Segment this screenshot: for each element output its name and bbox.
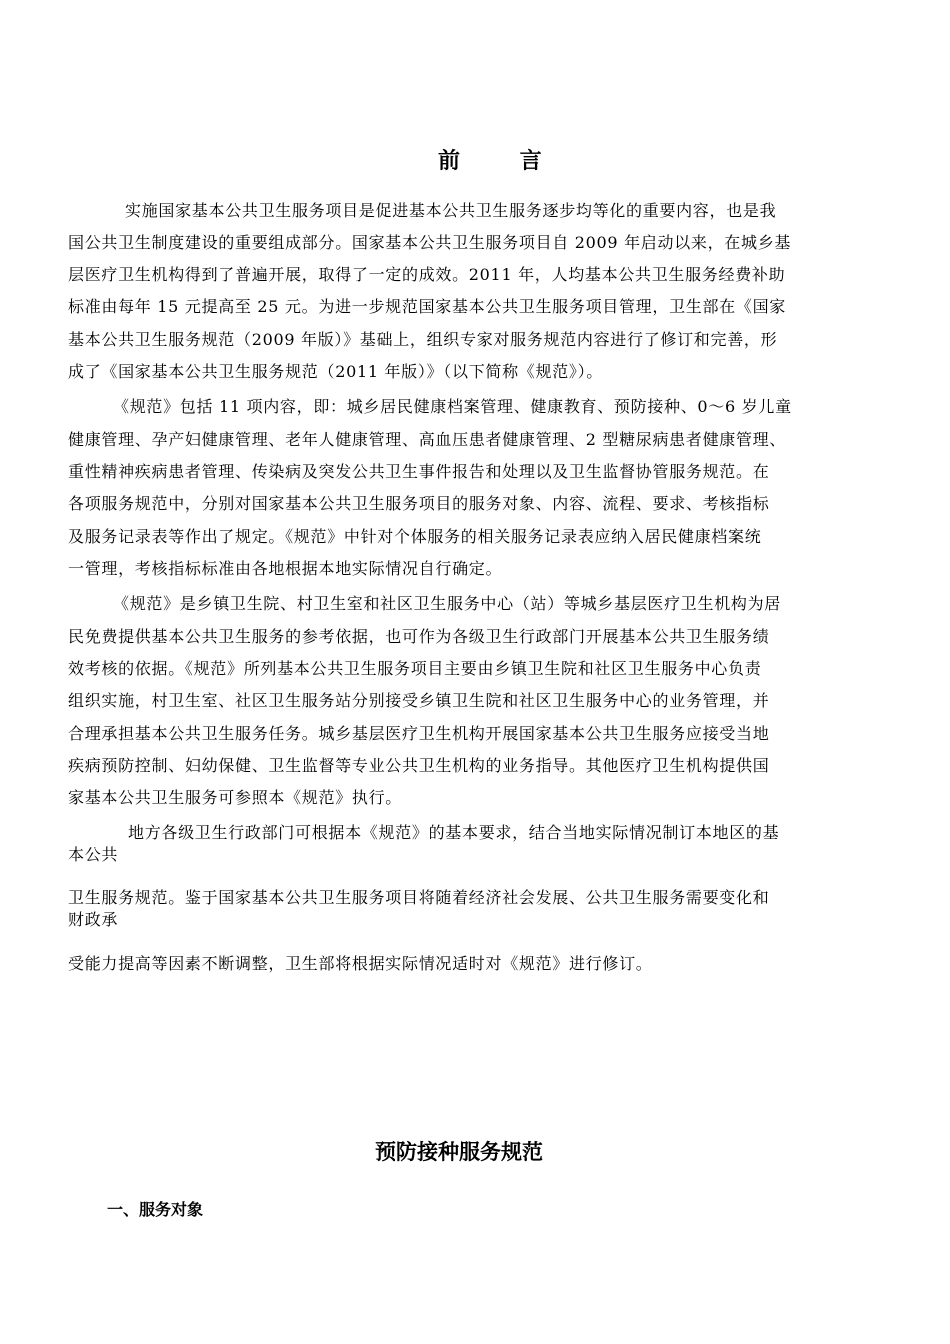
body-line: 重性精神疾病患者管理、传染病及突发公共卫生事件报告和处理以及卫生监督协管服务规范。在 (68, 462, 770, 481)
body-line: 一管理，考核指标标准由各地根据本地实际情况自行确定。 (68, 559, 503, 578)
body-line: 本公共 (68, 845, 119, 864)
body-line: 成了《国家基本公共卫生服务规范（2011 年版）》（以下简称《规范》）。 (68, 362, 604, 381)
body-line: 卫生服务规范。鉴于国家基本公共卫生服务项目将随着经济社会发展、公共卫生服务需要变化和 (68, 888, 770, 907)
body-line: 合理承担基本公共卫生服务任务。城乡基层医疗卫生机构开展国家基本公共卫生服务应接受当地 (68, 724, 770, 743)
body-line: 《规范》是乡镇卫生院、村卫生室和社区卫生服务中心（站）等城乡基层医疗卫生机构为居 (113, 594, 782, 613)
body-line: 层医疗卫生机构得到了普遍开展，取得了一定的成效。2011 年，人均基本公共卫生服务经费补助 (68, 265, 786, 284)
body-line: 各项服务规范中，分别对国家基本公共卫生服务项目的服务对象、内容、流程、要求、考核指标 (68, 494, 770, 513)
body-line: 家基本公共卫生服务可参照本《规范》执行。 (68, 788, 403, 807)
body-line: 效考核的依据。《规范》所列基本公共卫生服务项目主要由乡镇卫生院和社区卫生服务中心负责 (68, 659, 762, 678)
body-line: 健康管理、孕产妇健康管理、老年人健康管理、高血压患者健康管理、2 型糖尿病患者健康管理、 (68, 430, 787, 449)
body-line: 《规范》包括 11 项内容，即：城乡居民健康档案管理、健康教育、预防接种、0～6 岁儿童 (113, 397, 792, 416)
body-line: 疾病预防控制、妇幼保健、卫生监督等专业公共卫生机构的业务指导。其他医疗卫生机构提供国 (68, 756, 770, 775)
body-line: 实施国家基本公共卫生服务项目是促进基本公共卫生服务逐步均等化的重要内容，也是我 (125, 201, 777, 220)
body-line: 国公共卫生制度建设的重要组成部分。国家基本公共卫生服务项目自 2009 年启动以来，在城乡基 (68, 233, 792, 252)
preface-title: 前 言 (438, 149, 568, 174)
body-line: 及服务记录表等作出了规定。《规范》中针对个体服务的相关服务记录表应纳入居民健康档案统 (68, 527, 762, 546)
body-line: 财政承 (68, 910, 119, 929)
body-line: 地方各级卫生行政部门可根据本《规范》的基本要求，结合当地实际情况制订本地区的基 (128, 823, 780, 842)
body-line: 民免费提供基本公共卫生服务的参考依据，也可作为各级卫生行政部门开展基本公共卫生服务绩 (68, 627, 770, 646)
section-title: 预防接种服务规范 (375, 1140, 543, 1164)
body-line: 基本公共卫生服务规范（2009 年版）》基础上，组织专家对服务规范内容进行了修订和完善，形 (68, 330, 778, 349)
body-line: 标准由每年 15 元提高至 25 元。为进一步规范国家基本公共卫生服务项目管理，卫生部在《国家 (68, 297, 786, 316)
section-heading: 一、服务对象 (107, 1200, 204, 1219)
body-line: 组织实施，村卫生室、社区卫生服务站分别接受乡镇卫生院和社区卫生服务中心的业务管理，并 (68, 691, 770, 710)
body-line: 受能力提高等因素不断调整，卫生部将根据实际情况适时对《规范》进行修订。 (68, 954, 653, 973)
